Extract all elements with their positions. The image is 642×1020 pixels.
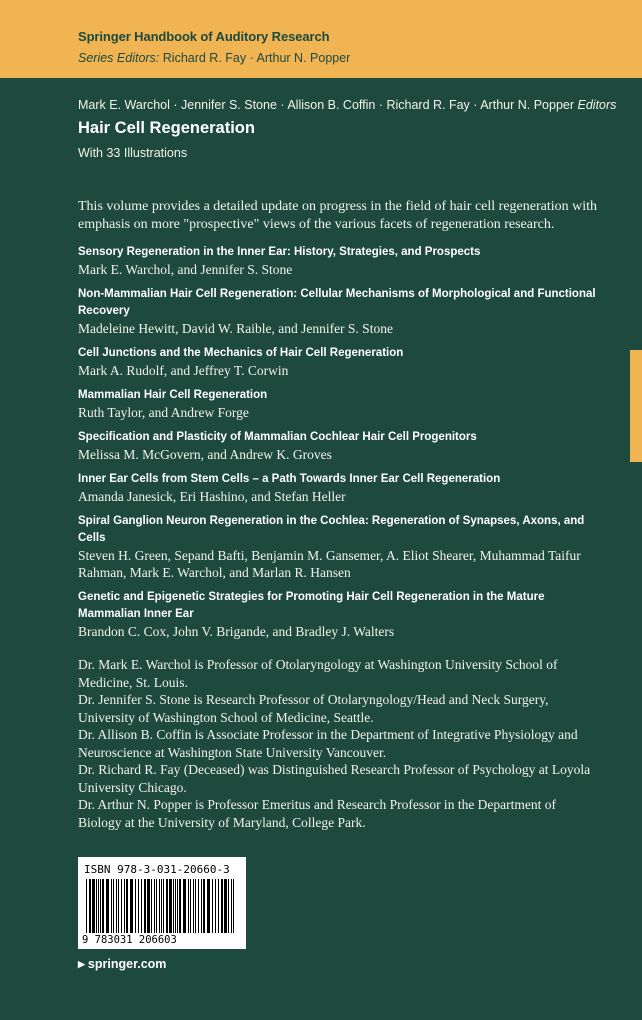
chapter-title: Non-Mammalian Hair Cell Regeneration: Cellular Mechanisms of Morphological and Functional Recovery [78, 288, 596, 317]
barcode-bar [135, 879, 136, 933]
barcode-bar [207, 879, 210, 933]
back-cover-content [78, 198, 598, 831]
publisher-website[interactable] [78, 957, 166, 971]
chapter-title: Inner Ear Cells from Stem Cells – a Path Towards Inner Ear Cell Regeneration [78, 473, 501, 485]
barcode-bar [188, 879, 189, 933]
barcode-bar [130, 879, 133, 933]
barcode-bar [228, 879, 229, 933]
chapter-entry [78, 513, 598, 581]
barcode-bar [231, 879, 232, 933]
chapter-entry [78, 387, 598, 421]
barcode-bar [195, 879, 196, 933]
barcode-bar [215, 879, 216, 933]
barcode-bar [102, 879, 104, 933]
barcode-bar [126, 879, 128, 933]
barcode-bar [159, 879, 160, 933]
chapter-title: Sensory Regeneration in the Inner Ear: History, Strategies, and Prospects [78, 246, 481, 258]
isbn-barcode [78, 857, 246, 949]
barcode-bar [179, 879, 181, 933]
chapter-entry [78, 345, 598, 379]
barcode-bar [121, 879, 122, 933]
series-title: Springer Handbook of Auditory Research [78, 29, 330, 44]
editor-bio: Dr. Arthur N. Popper is Professor Emeritus and Research Professor in the Department of Biology at the University of Maryland, College Park. [78, 797, 557, 830]
chapter-title: Spiral Ganglion Neuron Regeneration in the Cochlea: Regeneration of Synapses, Axons, and Cells [78, 515, 585, 544]
barcode-bar [193, 879, 194, 933]
barcode-bar [151, 879, 152, 933]
barcode-bar [221, 879, 223, 933]
isbn-number: ISBN 978-3-031-20660-3 [84, 863, 230, 876]
barcode-bar [100, 879, 101, 933]
chapter-authors: Mark E. Warchol, and Jennifer S. Stone [78, 262, 293, 277]
barcode-bar [111, 879, 112, 933]
website-label: springer.com [87, 957, 167, 971]
barcode-bar [212, 879, 213, 933]
series-editors-label: Series Editors: [78, 51, 160, 65]
chapter-entry [78, 429, 598, 463]
barcode-bar [113, 879, 114, 933]
barcode-bar [124, 879, 125, 933]
chapter-authors: Brandon C. Cox, John V. Brigande, and Bradley J. Walters [78, 624, 395, 639]
barcode-bar [156, 879, 157, 933]
chapter-entry [78, 244, 598, 278]
book-editors [78, 98, 616, 112]
editor-bio: Dr. Allison B. Coffin is Associate Professor in the Department of Integrative Physiology and Neuroscience at Washington State University Vancouver. [78, 727, 578, 760]
barcode-bar [218, 879, 219, 933]
series-editors-names: Richard R. Fay · Arthur N. Popper [162, 51, 351, 65]
barcode-bar [138, 879, 139, 933]
barcode-bar [233, 879, 234, 933]
barcode-bar [224, 879, 227, 933]
barcode-bar [203, 879, 205, 933]
barcode-bar [198, 879, 199, 933]
barcode-bar [96, 879, 97, 933]
barcode-bar [161, 879, 162, 933]
chapter-entry [78, 471, 598, 505]
illustrations-note: With 33 Illustrations [78, 146, 188, 160]
barcode-digits: 9 783031 206603 [82, 934, 177, 946]
chapter-title: Cell Junctions and the Mechanics of Hair Cell Regeneration [78, 347, 404, 359]
barcode-bar [89, 879, 91, 933]
barcode-bars [86, 879, 238, 933]
chapter-entry [78, 286, 598, 337]
barcode-bar [86, 879, 87, 933]
barcode-bar [177, 879, 178, 933]
book-description: This volume provides a detailed update on progress in the field of hair cell regeneration with emphasis on more "prospective" views of the various facets of regeneration research. [78, 199, 598, 232]
chapter-title: Genetic and Epigenetic Strategies for Promoting Hair Cell Regeneration in the Mature Mammalian Inner Ear [78, 591, 545, 620]
barcode-bar [173, 879, 174, 933]
chapter-entry [78, 589, 598, 640]
chapter-title: Mammalian Hair Cell Regeneration [78, 389, 268, 401]
barcode-bar [201, 879, 202, 933]
chapter-authors: Madeleine Hewitt, David W. Raible, and Jennifer S. Stone [78, 321, 393, 336]
chapter-authors: Steven H. Green, Sepand Bafti, Benjamin M. Gansemer, A. Eliot Shearer, Muhammad Taifur Rahman, Mark E. Warchol, and Marlan R. Hansen [78, 548, 581, 580]
book-editors-names: Mark E. Warchol · Jennifer S. Stone · Allison B. Coffin · Richard R. Fay · Arthur N. Popper [78, 98, 575, 112]
barcode-bar [141, 879, 142, 933]
barcode-bar [92, 879, 95, 933]
chapter-authors: Mark A. Rudolf, and Jeffrey T. Corwin [78, 363, 289, 378]
barcode-bar [106, 879, 109, 933]
barcode-bar [98, 879, 99, 933]
editor-bio: Dr. Richard R. Fay (Deceased) was Distinguished Research Professor of Psychology at Loyola University Chicago. [78, 762, 591, 795]
barcode-bar [163, 879, 164, 933]
editor-bio: Dr. Mark E. Warchol is Professor of Otolaryngology at Washington University School of Medicine, St. Louis. [78, 657, 558, 690]
barcode-bar [147, 879, 150, 933]
editor-bio: Dr. Jennifer S. Stone is Research Professor of Otolaryngology/Head and Neck Surgery, University of Washington School of Medicine, Seattle. [78, 692, 549, 725]
barcode-bar [190, 879, 191, 933]
barcode-bar [154, 879, 155, 933]
arrow-right-icon: ▶ [78, 959, 85, 969]
barcode-bar [183, 879, 186, 933]
barcode-bar [118, 879, 119, 933]
side-accent-tab [630, 350, 642, 462]
barcode-bar [116, 879, 117, 933]
book-editors-role: Editors [577, 98, 617, 112]
chapter-title: Specification and Plasticity of Mammalian Cochlear Hair Cell Progenitors [78, 431, 477, 443]
series-band [0, 0, 642, 78]
book-title: Hair Cell Regeneration [78, 119, 255, 137]
chapter-authors: Ruth Taylor, and Andrew Forge [78, 405, 249, 420]
editor-bios [78, 656, 598, 831]
barcode-bar [175, 879, 176, 933]
series-editors [78, 51, 350, 65]
chapter-authors: Melissa M. McGovern, and Andrew K. Groves [78, 447, 332, 462]
barcode-bar [169, 879, 172, 933]
barcode-bar [144, 879, 146, 933]
chapter-authors: Amanda Janesick, Eri Hashino, and Stefan Heller [78, 489, 346, 504]
barcode-bar [166, 879, 168, 933]
